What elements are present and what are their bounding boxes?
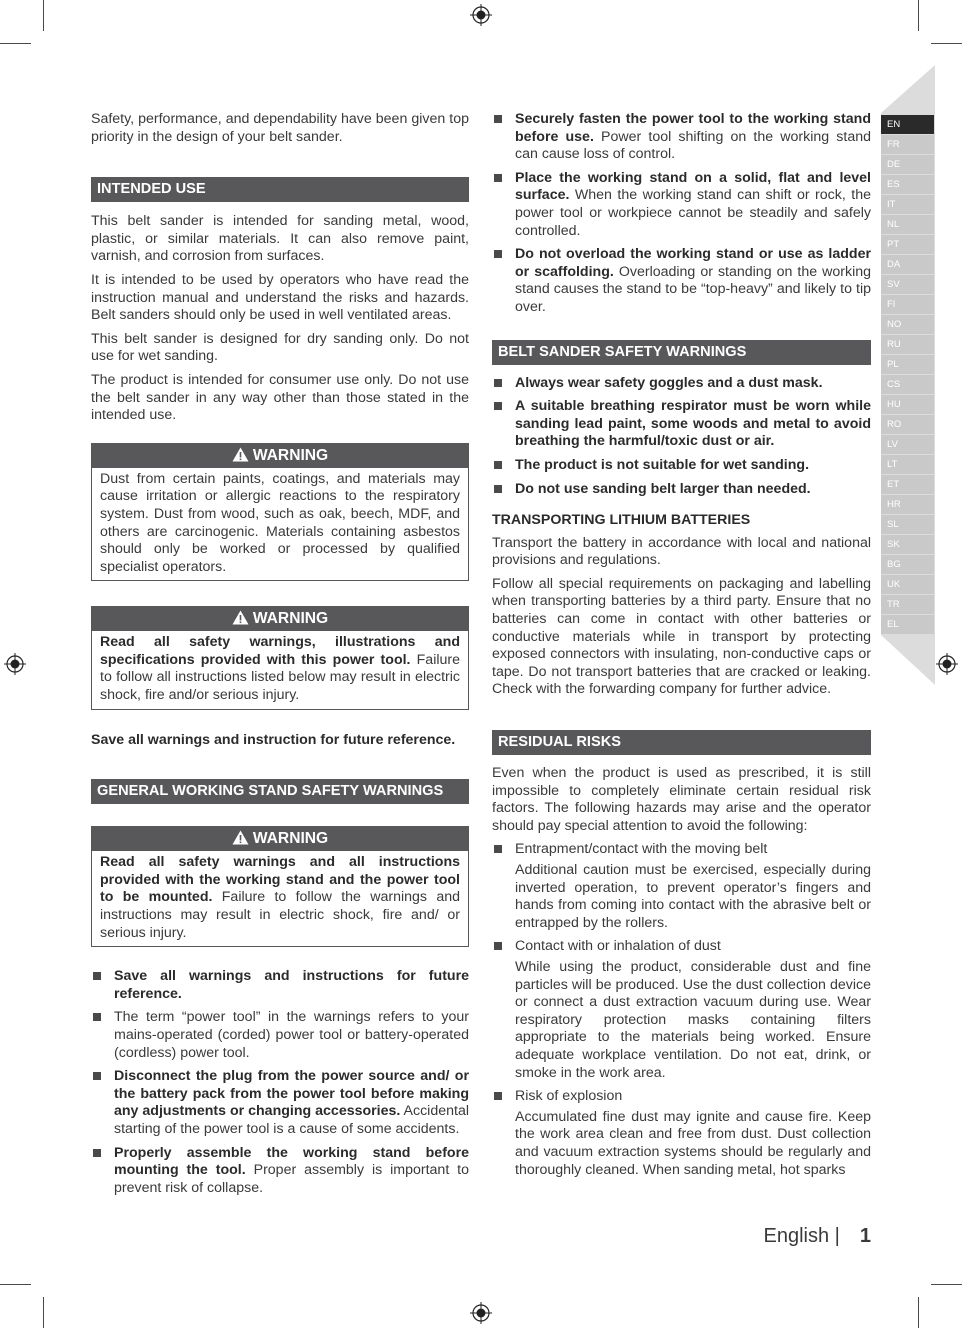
intended-use-paragraph: It is intended to be used by operators who have read the instruction manual and understand the risks and hazards. Belt sanders should only be used in well ventilated areas.: [91, 271, 469, 324]
list-item: [492, 457, 871, 475]
page-number: 1: [859, 1225, 871, 1247]
registration-mark-icon: [936, 653, 958, 675]
warning-title: [92, 444, 468, 468]
list-item: [492, 398, 871, 451]
dust-warning-box: [91, 443, 469, 582]
bullet-bold: The product is not suitable for wet sanding.: [515, 456, 810, 473]
language-tab-pl: PL: [881, 355, 934, 374]
footer-language: English |: [763, 1225, 840, 1247]
intended-use-heading: INTENDED USE: [91, 177, 469, 202]
language-tab-it: IT: [881, 195, 934, 214]
bullet-bold: Do not overload the working stand or use as ladder or scaffolding.: [515, 246, 871, 280]
bullet-square-icon: [494, 942, 502, 950]
list-item: [91, 968, 469, 1003]
list-item: [492, 938, 871, 1082]
stand-warning-text: [92, 851, 468, 946]
language-tab-el: EL: [881, 615, 934, 634]
stand-bullet-list-left: [91, 968, 469, 1197]
language-tab-uk: UK: [881, 575, 934, 594]
crop-mark: [931, 1284, 962, 1285]
warning-title-text: WARNING: [252, 830, 329, 848]
dust-warning-text: Dust from certain paints, coatings, and materials may cause irritation or allergic reactions to the respiratory system. Dust from wood, such as oak, beech, MDF, and others are carcinogenic. Materials containing asbestos should only be worked or processed by qualified specialist operators.: [100, 470, 460, 575]
transport-paragraph: Transport the battery in accordance with local and national provisions and regulations.: [492, 534, 871, 569]
bullet-square-icon: [93, 1013, 101, 1021]
bullet-bold: Disconnect the plug from the power source and/ or the battery pack from the power tool before making any adjustments or changing accessories.: [114, 1068, 469, 1120]
bullet-text: Accidental starting of the power tool is a cause of some accidents.: [114, 1103, 469, 1137]
transport-paragraph: Follow all special requirements on packaging and labelling when transporting batteries by a third party. Ensure that no batteries can come in contact with other batteries or conductive materials while in transport by protecting exposed connectors with insulating, non-conductive caps or tape. Do not transport batteries that are cracked or leaking. Check with the forwarding company for further advice.: [492, 575, 871, 698]
language-tab-en: EN: [881, 115, 934, 134]
language-tab-cs: CS: [881, 375, 934, 394]
language-tab-da: DA: [881, 255, 934, 274]
crop-mark: [0, 43, 31, 44]
language-tab-hu: HU: [881, 395, 934, 414]
risk-title: Contact with or inhalation of dust: [515, 938, 721, 955]
list-item: [91, 1145, 469, 1198]
language-tab-es: ES: [881, 175, 934, 194]
bullet-square-icon: [494, 174, 502, 182]
intro-text: Safety, performance, and dependability have been given top priority in the design of your belt sander.: [91, 111, 469, 145]
warning-title: [92, 607, 468, 631]
list-item: [492, 841, 871, 932]
bullet-square-icon: [494, 379, 502, 387]
read-warning-bold: Read all safety warnings, illustrations and specifications provided with this power tool.: [100, 634, 460, 668]
bullet-square-icon: [494, 115, 502, 123]
bullet-bold: Save all warnings and instructions for future reference.: [114, 968, 469, 1002]
bullet-text: Overloading or standing on the working stand causes the stand to be “top-heavy” and likely to tip over.: [515, 263, 871, 315]
registration-mark-icon: [470, 4, 492, 26]
left-column: [91, 111, 469, 1203]
language-tab-fi: FI: [881, 295, 934, 314]
bullet-text: Power tool shifting on the working stand can cause loss of control.: [515, 128, 871, 163]
warning-title: [92, 827, 468, 851]
list-item: [91, 1009, 469, 1062]
language-tab-lv: LV: [881, 435, 934, 454]
residual-risks-heading: RESIDUAL RISKS: [492, 730, 871, 755]
language-tab-fr: FR: [881, 135, 934, 154]
right-column: [492, 111, 871, 1185]
risk-text: While using the product, considerable dust and fine particles will be produced. Use the dust collection device or connect a dust extraction vacuum during use. Wear respiratory protection masks containing filters appropriate to the materials being worked. Ensure adequate workplace ventilation. Do not eat, drink, or smoke in the work area.: [515, 958, 871, 1081]
bullet-square-icon: [494, 461, 502, 469]
bullet-bold: A suitable breathing respirator must be worn while sanding lead paint, some woods and metal to avoid breathing the harmful/toxic dust or air.: [515, 398, 871, 450]
language-tab-lt: LT: [881, 455, 934, 474]
language-tab-nl: NL: [881, 215, 934, 234]
read-warning-box: [91, 606, 469, 709]
crop-mark: [918, 0, 919, 31]
save-note: Save all warnings and instruction for future reference.: [91, 731, 456, 748]
risk-title: Risk of explosion: [515, 1088, 623, 1105]
intended-use-paragraph: This belt sander is designed for dry sanding only. Do not use for wet sanding.: [91, 330, 469, 365]
crop-mark: [931, 43, 962, 44]
registration-mark-icon: [4, 653, 26, 675]
belt-sander-heading: BELT SANDER SAFETY WARNINGS: [492, 340, 871, 365]
page-footer: [763, 1225, 871, 1247]
language-tab-bg: BG: [881, 555, 934, 574]
language-tab-ro: RO: [881, 415, 934, 434]
list-item: [492, 375, 871, 393]
bullet-square-icon: [494, 402, 502, 410]
stand-bullet-list-right: [492, 111, 871, 317]
stand-warning-box: [91, 826, 469, 947]
bullet-square-icon: [494, 485, 502, 493]
intended-use-paragraph: The product is intended for consumer use only. Do not use the belt sander in any way other than those stated in the intended use.: [91, 371, 469, 424]
warning-triangle-icon: [232, 447, 249, 462]
warning-title-text: WARNING: [252, 446, 329, 464]
list-item: [492, 1088, 871, 1179]
transport-heading: TRANSPORTING LITHIUM BATTERIES: [492, 512, 751, 529]
bullet-text: Proper assembly is important to prevent risk of collapse.: [114, 1162, 470, 1196]
language-tab-et: ET: [881, 475, 934, 494]
bullet-bold: Always wear safety goggles and a dust mask.: [515, 374, 823, 391]
read-warning-text: [92, 631, 468, 708]
crop-mark: [0, 1284, 31, 1285]
bullet-square-icon: [494, 845, 502, 853]
warning-title-text: WARNING: [252, 610, 329, 628]
stand-warning-bold: Read all safety warnings and all instructions provided with the working stand and the power tool to be mounted.: [100, 854, 460, 906]
list-item: [492, 111, 871, 164]
crop-mark: [43, 0, 44, 31]
bullet-square-icon: [494, 1092, 502, 1100]
bullet-bold: Place the working stand on a solid, flat and level surface.: [515, 169, 871, 204]
bullet-square-icon: [93, 1072, 101, 1080]
language-tab-hr: HR: [881, 495, 934, 514]
bullet-square-icon: [93, 972, 101, 980]
risk-text: Accumulated fine dust may ignite and cause fire. Keep the work area clean and free from dust. Dust collection and vacuum extraction systems should be regularly and thoroughly cleaned. When sanding metal, hot sparks: [515, 1108, 871, 1178]
belt-bullet-list: [492, 375, 871, 499]
bullet-bold: Securely fasten the power tool to the working stand before use.: [515, 111, 871, 145]
residual-intro: Even when the product is used as prescribed, it is still impossible to completely eliminate certain residual risk factors. The following hazards may arise and the operator should pay special attention to avoid the following:: [492, 765, 871, 834]
language-tab-tr: TR: [881, 595, 934, 614]
crop-mark: [43, 1297, 44, 1328]
language-tab-no: NO: [881, 315, 934, 334]
bullet-bold: Properly assemble the working stand before mounting the tool.: [114, 1144, 469, 1179]
warning-triangle-icon: [232, 830, 249, 845]
risk-title: Entrapment/contact with the moving belt: [515, 841, 768, 858]
language-tab-de: DE: [881, 155, 934, 174]
list-item: [91, 1068, 469, 1138]
language-tab-sl: SL: [881, 515, 934, 534]
bullet-bold: Do not use sanding belt larger than needed.: [515, 480, 811, 497]
read-warning-rest: Failure to follow all instructions listed below may result in electric shock, fire and/or serious injury.: [100, 651, 460, 704]
language-tab-sv: SV: [881, 275, 934, 294]
intended-use-paragraph: This belt sander is intended for sanding metal, wood, plastic, or similar materials. It can also remove paint, varnish, and corrosion from surfaces.: [91, 213, 469, 265]
list-item: [492, 246, 871, 316]
language-tab-pt: PT: [881, 235, 934, 254]
registration-mark-icon: [470, 1302, 492, 1324]
bullet-text: The term “power tool” in the warnings refers to your mains-operated (corded) power tool or battery-operated (cordless) power tool.: [114, 1009, 469, 1061]
list-item: [492, 481, 871, 499]
bullet-square-icon: [93, 1149, 101, 1157]
language-tab-ru: RU: [881, 335, 934, 354]
risk-text: Additional caution must be exercised, especially during inverted operation, to prevent operator’s fingers and hands from coming into contact with the abrasive belt or entrapped by the rollers.: [515, 862, 871, 931]
bullet-square-icon: [494, 250, 502, 258]
stand-warning-rest: Failure to follow the warnings and instructions may result in electric shock, fire and/ or serious injury.: [100, 889, 461, 941]
warning-triangle-icon: [232, 610, 249, 625]
bullet-text: When the working stand can shift or rock, the power tool or workpiece cannot be steadily and safely controlled.: [515, 187, 871, 239]
residual-risk-list: [492, 841, 871, 1179]
working-stand-heading: GENERAL WORKING STAND SAFETY WARNINGS: [91, 779, 469, 804]
language-tab-sk: SK: [881, 535, 934, 554]
list-item: [492, 170, 871, 240]
crop-mark: [918, 1297, 919, 1328]
